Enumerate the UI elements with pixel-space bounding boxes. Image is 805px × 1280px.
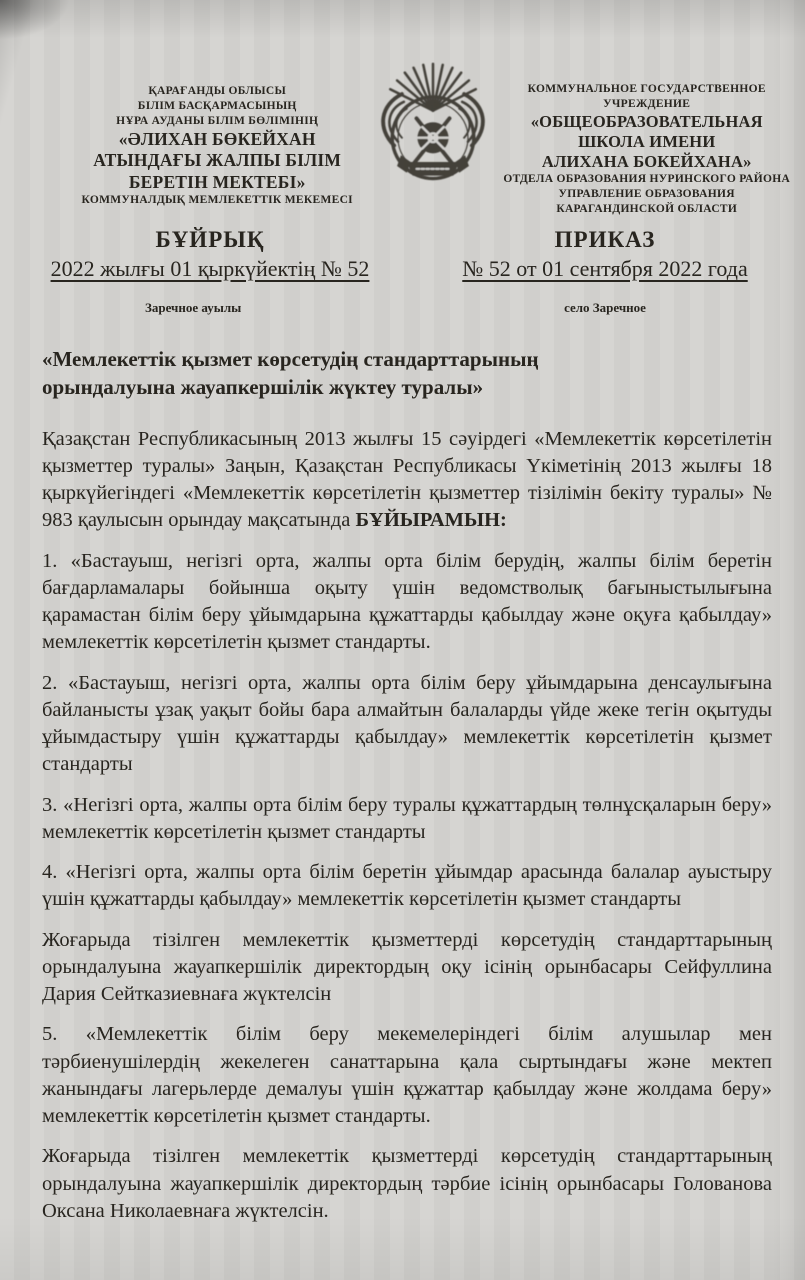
org-kk-line: КОММУНАЛДЫҚ МЕМЛЕКЕТТІК МЕКЕМЕСІ <box>81 193 353 206</box>
order-title-ru: ПРИКАЗ <box>554 227 656 253</box>
org-kk-line: БІЛІМ БАСҚАРМАСЫНЫҢ <box>137 99 297 112</box>
org-ru-line: ОТДЕЛА ОБРАЗОВАНИЯ НУРИНСКОГО РАЙОНА <box>503 173 791 186</box>
intro-paragraph <box>42 426 772 535</box>
org-kk-line: ҚАРАҒАНДЫ ОБЛЫСЫ <box>148 85 287 97</box>
order-subject <box>42 346 770 401</box>
org-ru-school-name: ШКОЛА ИМЕНИ <box>578 132 716 151</box>
order-title-kk: БҰЙРЫҚ <box>155 227 265 253</box>
org-name-kazakh <box>66 62 368 208</box>
assignment-paragraph-1: Жоғарыда тізілген мемлекеттік қызметтерді көрсетудің стандарттарының орындалуына жауапкершілік директордың оқу ісінің орынбасары Сейфуллина Дария Сейтказиевнаға жүктелсін <box>42 928 772 1005</box>
order-item-4: 4. «Негізгі орта, жалпы орта білім беретін ұйымдар арасында балалар ауыстыру үшін құжаттарды қабылдау» мемлекеттік көрсетілетін қызмет стандарты <box>42 861 772 911</box>
order-item-2: 2. «Бастауыш, негізгі орта, жалпы орта білім беру ұйымдарына денсаулығына байланысты ұзақ уақыт бойы бара алмайтын балаларды үйде жеке тегін оқытуды ұйымдастыру үшін құжаттарды қабылдау» мемлекеттік көрсетілетін қызмет стандарты <box>42 671 772 776</box>
org-ru-line: УПРАВЛЕНИЕ ОБРАЗОВАНИЯ <box>558 188 735 201</box>
decree-word: БҰЙЫРАМЫН: <box>355 509 507 532</box>
place-kk: Заречное ауылы <box>145 300 242 316</box>
org-ru-line: КОММУНАЛЬНОЕ ГОСУДАРСТВЕННОЕ УЧРЕЖДЕНИЕ <box>527 83 766 110</box>
letterhead <box>0 0 805 217</box>
org-kk-school-name: БЕРЕТІН МЕКТЕБІ» <box>128 171 306 192</box>
place-ru: село Заречное <box>564 300 646 316</box>
order-heading-row <box>0 217 805 282</box>
place-row <box>0 282 805 316</box>
org-kk-line: НҰРА АУДАНЫ БІЛІМ БӨЛІМІНІҢ <box>116 114 319 127</box>
org-ru-line: КАРАГАНДИНСКОЙ ОБЛАСТИ <box>556 203 738 216</box>
order-number-date-kk: 2022 жылғы 01 қыркүйектің № 52 <box>50 256 370 282</box>
order-item-5: 5. «Мемлекеттік білім беру мекемелеріндегі білім алушылар мен тәрбиенушілердің жекелеген санаттарына қала сыртындағы және мектеп жанындағы лагерьлерде демалуы үшін құжаттар қабылдау және жолдама беру» мемлекеттік көрсетілетін қызмет стандарты. <box>42 1023 772 1127</box>
org-ru-school-name: АЛИХАНА БОКЕЙХАНА» <box>541 152 752 172</box>
order-subject-line: «Мемлекеттік қызмет көрсетудің стандарттарының <box>42 347 539 372</box>
emblem-container <box>368 62 498 198</box>
org-name-russian <box>498 62 795 217</box>
order-item-3: 3. «Негізгі орта, жалпы орта білім беру туралы құжаттардың төлнұсқаларын беру» мемлекеттік көрсетілетін қызмет стандарты <box>42 793 772 843</box>
intro-text: Қазақстан Республикасының 2013 жылғы 15 сәуірдегі «Мемлекеттік көрсетілетін қызметтер туралы» Заңын, Қазақстан Республикасы Үкіметінің 2013 жылғы 18 қыркүйегіндегі «Мемлекеттік көрсетілетін қызметтер тізілімін бекіту туралы» № 983 қаулысын орындау мақсатында <box>42 427 772 532</box>
order-body <box>42 426 772 1226</box>
org-kk-school-name: АТЫНДАҒЫ ЖАЛПЫ БІЛІМ <box>93 150 342 171</box>
order-number-date-ru: № 52 от 01 сентября 2022 года <box>462 256 748 282</box>
kazakhstan-coat-of-arms-icon <box>368 62 498 198</box>
order-heading-kazakh <box>40 227 380 282</box>
order-subject-line: орындалуына жауапкершілік жүктеу туралы» <box>42 374 484 399</box>
order-heading-russian <box>435 227 775 282</box>
org-ru-school-name: «ОБЩЕОБРАЗОВАТЕЛЬНАЯ <box>530 111 763 131</box>
org-kk-school-name: «ӘЛИХАН БӨКЕЙХАН <box>118 128 316 149</box>
order-item-1: 1. «Бастауыш, негізгі орта, жалпы орта білім берудің, жалпы білім беретін бағдарламалары бойынша оқыту үшін ведомстволық бағыныстылығына қарамастан білім беру ұйымдарына құжаттарды қабылдау және оқуға қабылдау» мемлекеттік көрсетілетін қызмет стандарты. <box>42 549 772 654</box>
assignment-paragraph-2: Жоғарыда тізілген мемлекеттік қызметтерді көрсетудің стандарттарының орындалуына жауапкершілік директордың тәрбие ісінің орынбасары Голованова Оксана Николаевнаға жүктелсін. <box>42 1145 772 1222</box>
